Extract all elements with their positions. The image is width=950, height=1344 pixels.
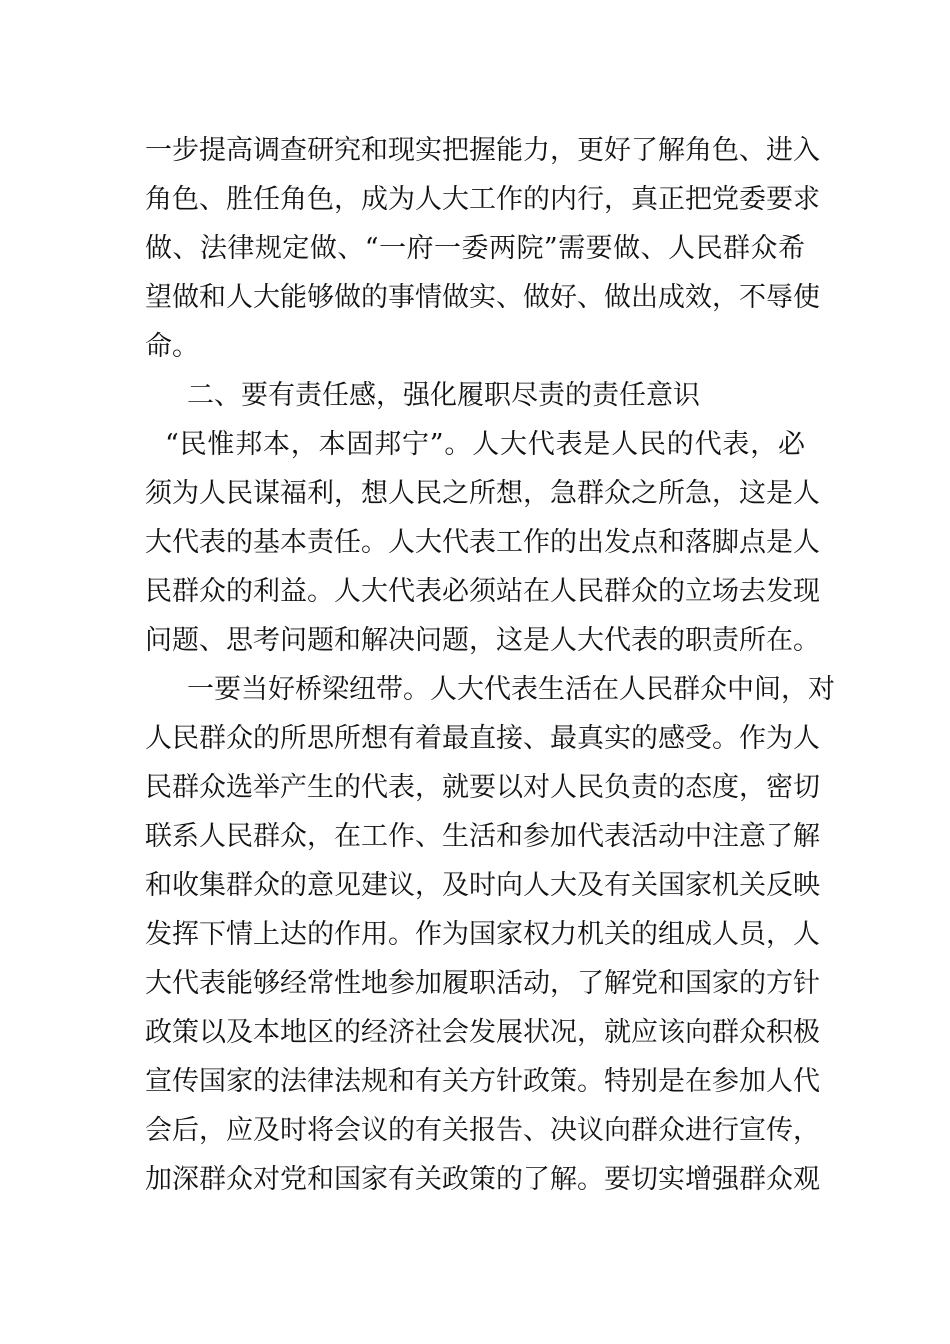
text-line: 角色、胜任角色，成为人大工作的内行，真正把党委要求	[145, 184, 820, 215]
text-line: 政策以及本地区的经济社会发展状况，就应该向群众积极	[145, 1017, 820, 1048]
text-line: 大代表的基本责任。人大代表工作的出发点和落脚点是人	[145, 527, 820, 558]
paragraph-responsibility	[145, 420, 820, 665]
text-line: 做、法律规定做、“一府一委两院”需要做、人民群众希	[145, 233, 805, 264]
text-line: 人民群众的所思所想有着最直接、最真实的感受。作为人	[145, 723, 820, 754]
text-line: 大代表能够经常性地参加履职活动，了解党和国家的方针	[145, 968, 820, 999]
paragraph-continuation	[145, 126, 820, 371]
text-line: 问题、思考问题和解决问题，这是人大代表的职责所在。	[145, 625, 820, 656]
text-line: 一步提高调查研究和现实把握能力，更好了解角色、进入	[145, 135, 820, 166]
document-page	[145, 126, 835, 1204]
text-line: 和收集群众的意见建议，及时向人大及有关国家机关反映	[145, 870, 820, 901]
text-line: 加深群众对党和国家有关政策的了解。要切实增强群众观	[145, 1164, 820, 1195]
section-heading: 二、要有责任感，强化履职尽责的责任意识	[187, 380, 700, 411]
text-line: 民群众的利益。人大代表必须站在人民群众的立场去发现	[145, 576, 820, 607]
text-line: 须为人民谋福利，想人民之所想，急群众之所急，这是人	[145, 478, 820, 509]
text-line: 一要当好桥梁纽带。人大代表生活在人民群众中间，对	[187, 674, 835, 705]
text-line: 命。	[145, 331, 199, 362]
paragraph-bridge	[145, 665, 835, 1204]
text-line: “民惟邦本，本固邦宁”。人大代表是人民的代表，必	[165, 429, 805, 460]
text-line: 联系人民群众，在工作、生活和参加代表活动中注意了解	[145, 821, 820, 852]
text-line: 民群众选举产生的代表，就要以对人民负责的态度，密切	[145, 772, 820, 803]
text-line: 宣传国家的法律法规和有关方针政策。特别是在参加人代	[145, 1066, 820, 1097]
text-line: 发挥下情上达的作用。作为国家权力机关的组成人员，人	[145, 919, 820, 950]
text-line: 望做和人大能够做的事情做实、做好、做出成效，不辱使	[145, 282, 820, 313]
text-line: 会后，应及时将会议的有关报告、决议向群众进行宣传，	[145, 1115, 820, 1146]
